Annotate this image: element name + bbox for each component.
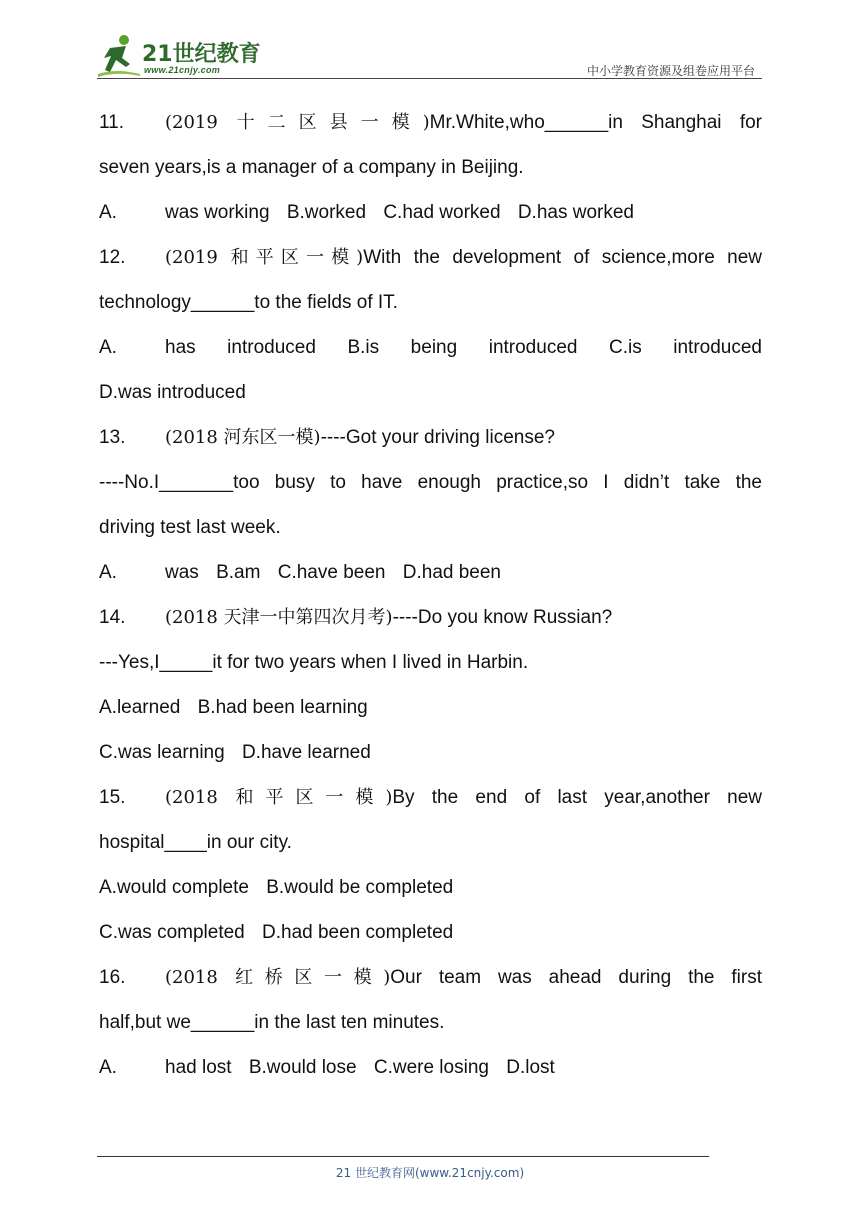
option-d: D.had been (402, 562, 501, 583)
question-number: 15. (99, 787, 126, 808)
option-a: was working (165, 202, 270, 223)
option-a: A.learned (99, 697, 181, 718)
option-b: B.would lose (248, 1057, 357, 1078)
question-stem: ----Do you know Russian? (392, 607, 613, 628)
question-source: (2018 和平区一模) (165, 787, 393, 808)
options-line (99, 730, 762, 775)
question-number: 14. (99, 607, 126, 628)
question-stem: Mr.White,who______in Shanghai for (429, 112, 762, 133)
options-line (99, 325, 762, 370)
question-stem-line: hospital____in our city. (99, 832, 292, 853)
option-b: B.is being introduced (347, 337, 578, 358)
question-number: 12. (99, 247, 126, 268)
question-stem-line: half,but we______in the last ten minutes. (99, 1012, 445, 1033)
logo-text: 21世纪教育 (142, 42, 261, 67)
options-line (99, 190, 762, 235)
question-stem-line: driving test last week. (99, 517, 281, 538)
header-divider (97, 78, 762, 79)
options-line (99, 865, 762, 910)
option-c: C.was learning (99, 742, 225, 763)
options-line (99, 550, 762, 595)
option-d: D.lost (506, 1057, 555, 1078)
option-d: D.was introduced (99, 382, 246, 403)
question-list (99, 100, 762, 1090)
question-stem-line (99, 775, 762, 820)
option-d: D.had been completed (262, 922, 454, 943)
question-stem-line: ---Yes,I_____it for two years when I lived in Harbin. (99, 652, 529, 673)
option-a: was (165, 562, 199, 583)
option-c: C.is introduced (609, 337, 762, 358)
option-a: A.would complete (99, 877, 249, 898)
question-stem-line: technology______to the fields of IT. (99, 292, 398, 313)
option-label: A. (99, 202, 117, 223)
option-a: had lost (165, 1057, 232, 1078)
question-stem-line (99, 955, 762, 1000)
page-header (0, 0, 860, 90)
option-label: A. (99, 562, 117, 583)
question-stem: By the end of last year,another new (392, 787, 762, 808)
option-b: B.had been learning (197, 697, 368, 718)
question-stem: ----Got your driving license? (320, 427, 555, 448)
question-stem-line: seven years,is a manager of a company in Beijing. (99, 157, 524, 178)
question-stem-line (99, 235, 762, 280)
question-stem-line (99, 415, 762, 460)
question-source: (2018 红桥区一模) (165, 967, 391, 988)
question-11 (99, 100, 762, 235)
option-a: has introduced (165, 337, 316, 358)
header-platform-text: 中小学教育资源及组卷应用平台 (586, 64, 755, 78)
question-15 (99, 775, 762, 955)
options-line (99, 685, 762, 730)
option-c: C.had worked (383, 202, 501, 223)
option-c: C.was completed (99, 922, 245, 943)
footer-divider (97, 1156, 709, 1157)
logo (96, 34, 266, 80)
option-c: C.were losing (373, 1057, 489, 1078)
question-source: (2018 河东区一模) (165, 427, 321, 448)
question-stem-line (99, 100, 762, 145)
option-b: B.worked (286, 202, 367, 223)
runner-logo-icon (96, 34, 142, 80)
option-d: D.have learned (241, 742, 371, 763)
question-stem-line (99, 595, 762, 640)
question-source: (2019 十二区县一模) (165, 112, 430, 133)
question-number: 16. (99, 967, 126, 988)
question-14 (99, 595, 762, 775)
option-b: B.would be completed (266, 877, 454, 898)
question-number: 13. (99, 427, 126, 448)
option-label: A. (99, 337, 117, 358)
question-source: (2018 天津一中第四次月考) (165, 607, 393, 628)
question-stem: Our team was ahead during the first (390, 967, 762, 988)
options-line (99, 1045, 762, 1090)
footer-text: 21 世纪教育网(www.21cnjy.com) (335, 1166, 525, 1180)
options-line (99, 910, 762, 955)
question-12 (99, 235, 762, 415)
question-13 (99, 415, 762, 595)
question-16 (99, 955, 762, 1090)
option-b: B.am (216, 562, 261, 583)
logo-url: www.21cnjy.com (144, 65, 221, 75)
option-label: A. (99, 1057, 117, 1078)
question-source: (2019 和平区一模) (165, 247, 364, 268)
option-d: D.has worked (517, 202, 634, 223)
question-stem: With the development of science,more new (363, 247, 763, 268)
options-line (99, 370, 762, 415)
question-number: 11. (99, 112, 125, 133)
question-stem-line: ----No.I_______too busy to have enough practice,so I didn’t take the (99, 472, 762, 493)
option-c: C.have been (277, 562, 386, 583)
